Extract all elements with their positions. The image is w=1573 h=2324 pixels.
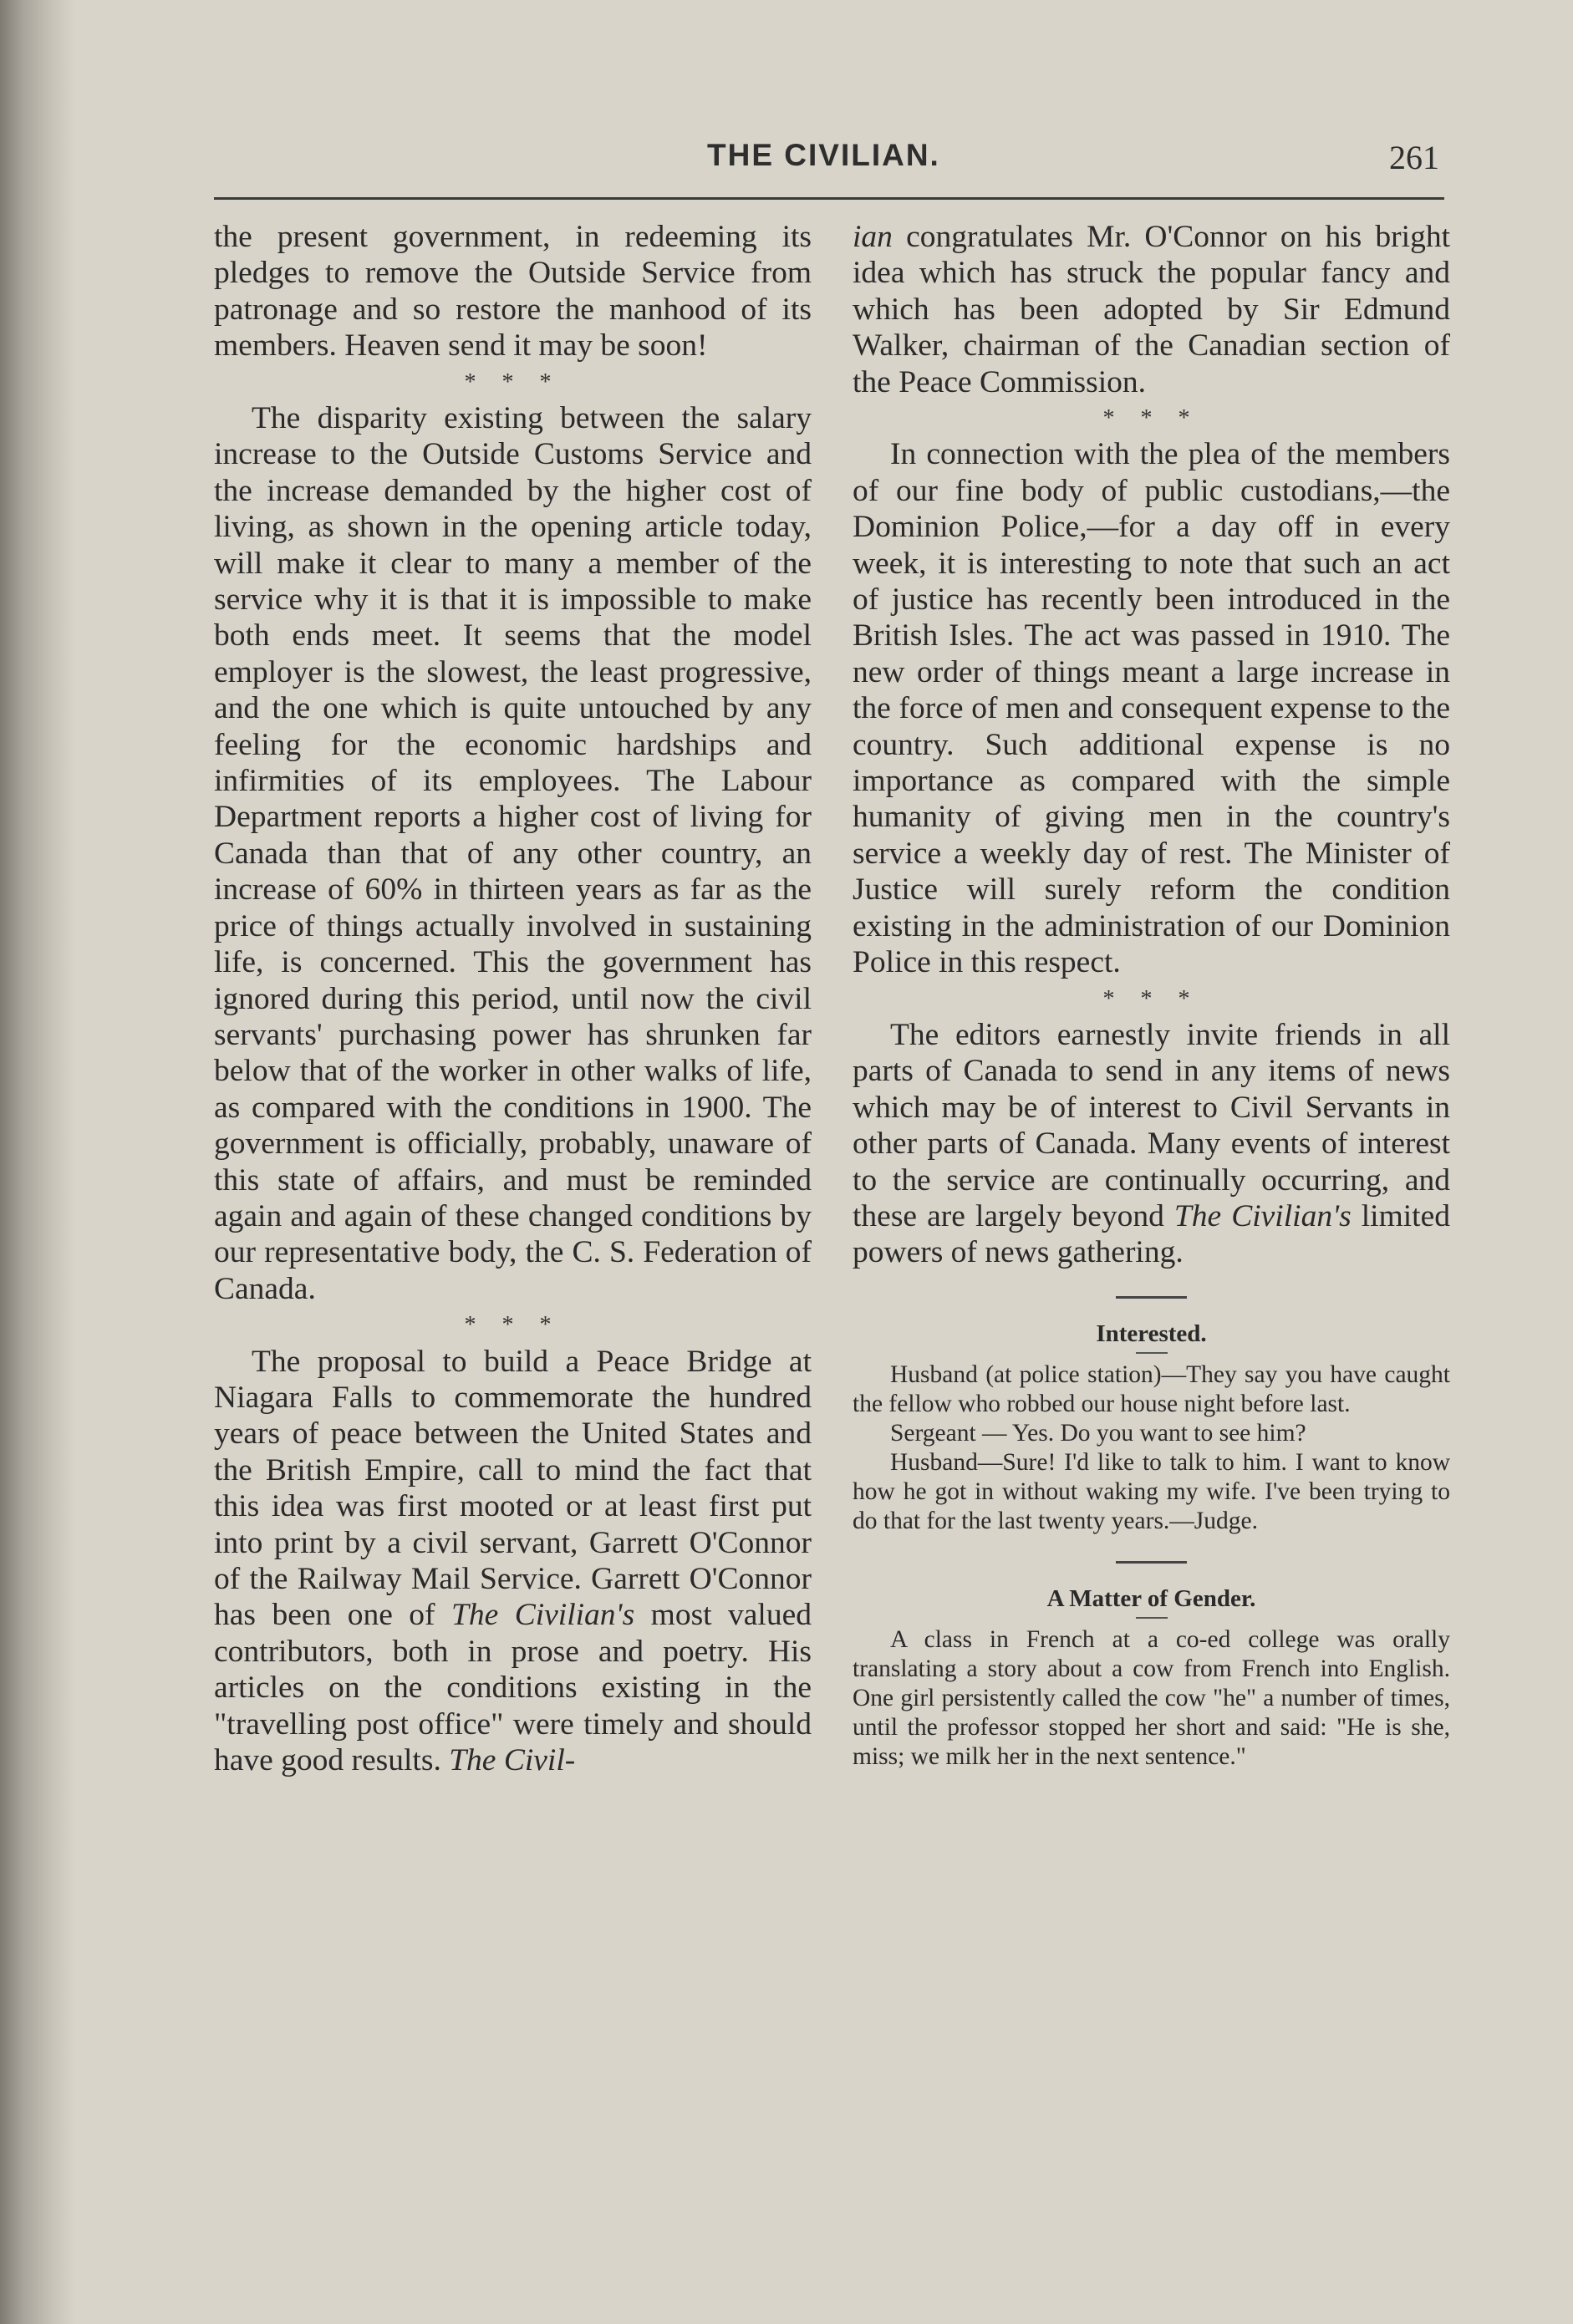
section-separator: * * * bbox=[464, 369, 562, 395]
paragraph-government-pledges: the present government, in redeeming its pledges to remove the Outside Service from patronage and so restore the manhood of its members. Heaven send it may be soon! bbox=[214, 220, 812, 364]
paragraph-peace-bridge bbox=[214, 1344, 812, 1779]
peace-bridge-continued-text: congratulates Mr. O'Connor on his bright idea which has struck the popular fancy and which has been adopted by Sir Edmund Walker, chairman of the Canadian section of the Peace Commission. bbox=[853, 220, 1450, 399]
editors-invite-text-b: limited powers of news gathering. bbox=[853, 1198, 1450, 1270]
publication-name: The Civilian's bbox=[1173, 1198, 1352, 1233]
paragraph-peace-bridge-continued bbox=[853, 219, 1450, 400]
left-column bbox=[214, 219, 812, 2225]
header-rule bbox=[214, 197, 1444, 200]
publication-name-split: The Civil- bbox=[449, 1743, 576, 1778]
heading-underline bbox=[1136, 1352, 1168, 1354]
publication-name: The Civilian's bbox=[451, 1598, 635, 1633]
paragraph-editors-invite bbox=[853, 1017, 1450, 1271]
page-number: 261 bbox=[1389, 139, 1439, 176]
editors-invite-text-a: The editors earnestly invite friends in all parts of Canada to send in any items of news which may be of interest to Civil Servants in other parts of Canada. Many events of interest to the service are continually occurring, and these are largely beyond bbox=[853, 1017, 1450, 1233]
item-divider bbox=[1116, 1561, 1187, 1564]
item-heading-gender: A Matter of Gender. bbox=[1046, 1584, 1256, 1612]
joke-line-punchline: Husband—Sure! I'd like to talk to him. I want to know how he got in without waking my wife. I've been trying to do that for the last twenty years.—Judge. bbox=[853, 1448, 1450, 1534]
section-separator: * * * bbox=[1102, 985, 1200, 1012]
item-heading-interested: Interested. bbox=[1096, 1320, 1207, 1347]
running-title: THE CIVILIAN. bbox=[707, 138, 940, 172]
item-divider bbox=[1116, 1296, 1187, 1299]
joke-line-sergeant: Sergeant — Yes. Do you want to see him? bbox=[890, 1419, 1306, 1447]
paragraph-dominion-police: In connection with the plea of the members of our fine body of public custodians,—the Dominion Police,—for a day off in every week, it is interesting to note that such an act of justice has recently been introduced in the British Isles. The act was passed in 1910. The new order of things meant a large increase in the force of men and consequent expense to the country. Such additional expense is no importance as compared with the simple humanity of giving men in the country's service a weekly day of rest. The Minister of Justice will surely reform the condition existing in the administration of our Dominion Police in this respect. bbox=[853, 437, 1450, 980]
publication-name-split-end: ian bbox=[853, 220, 893, 254]
section-separator: * * * bbox=[464, 1312, 562, 1339]
section-separator: * * * bbox=[1102, 405, 1200, 432]
peace-bridge-text-b: most valued contributors, both in prose and poetry. His articles on the conditions existing in the "travelling post office" were timely and should have good results. bbox=[214, 1598, 812, 1778]
peace-bridge-text-a: The proposal to build a Peace Bridge at Niagara Falls to commemorate the hundred years of peace between the United States and the British Empire, call to mind the fact that this idea was first mooted or at least first put into print by a civil servant, Garrett O'Connor of the Railway Mail Service. Garrett O'Connor has been one of bbox=[214, 1344, 812, 1633]
joke-line-husband: Husband (at police station)—They say you have caught the fellow who robbed our house night before last. bbox=[853, 1360, 1450, 1417]
heading-underline bbox=[1136, 1617, 1168, 1619]
paragraph-salary-disparity: The disparity existing between the salary increase to the Outside Customs Service and the increase demanded by the higher cost of living, as shown in the opening article today, will make it clear to many a member of the service why it is that it is impossible to make both ends meet. It seems that the model employer is the slowest, the least progressive, and the one which is quite untouched by any feeling for the economic hardships and infirmities of its employees. The Labour Department reports a higher cost of living for Canada than that of any other country, an increase of 60% in thirteen years as far as the price of things actually involved in sustaining life, is concerned. This the government has ignored during this period, until now the civil servants' purchasing power has shrunken far below that of the worker in other walks of life, as compared with the conditions in 1900. The government is officially, probably, unaware of this state of affairs, and must be reminded again and again of these changed conditions by our representative body, the C. S. Federation of Canada. bbox=[214, 401, 812, 1306]
joke-gender-body: A class in French at a co-ed college was orally translating a story about a cow from French into English. One girl persistently called the cow "he" a number of times, until the professor stopped her short and said: "He is she, miss; we milk her in the next sentence." bbox=[853, 1625, 1450, 1770]
right-column bbox=[853, 219, 1450, 2225]
